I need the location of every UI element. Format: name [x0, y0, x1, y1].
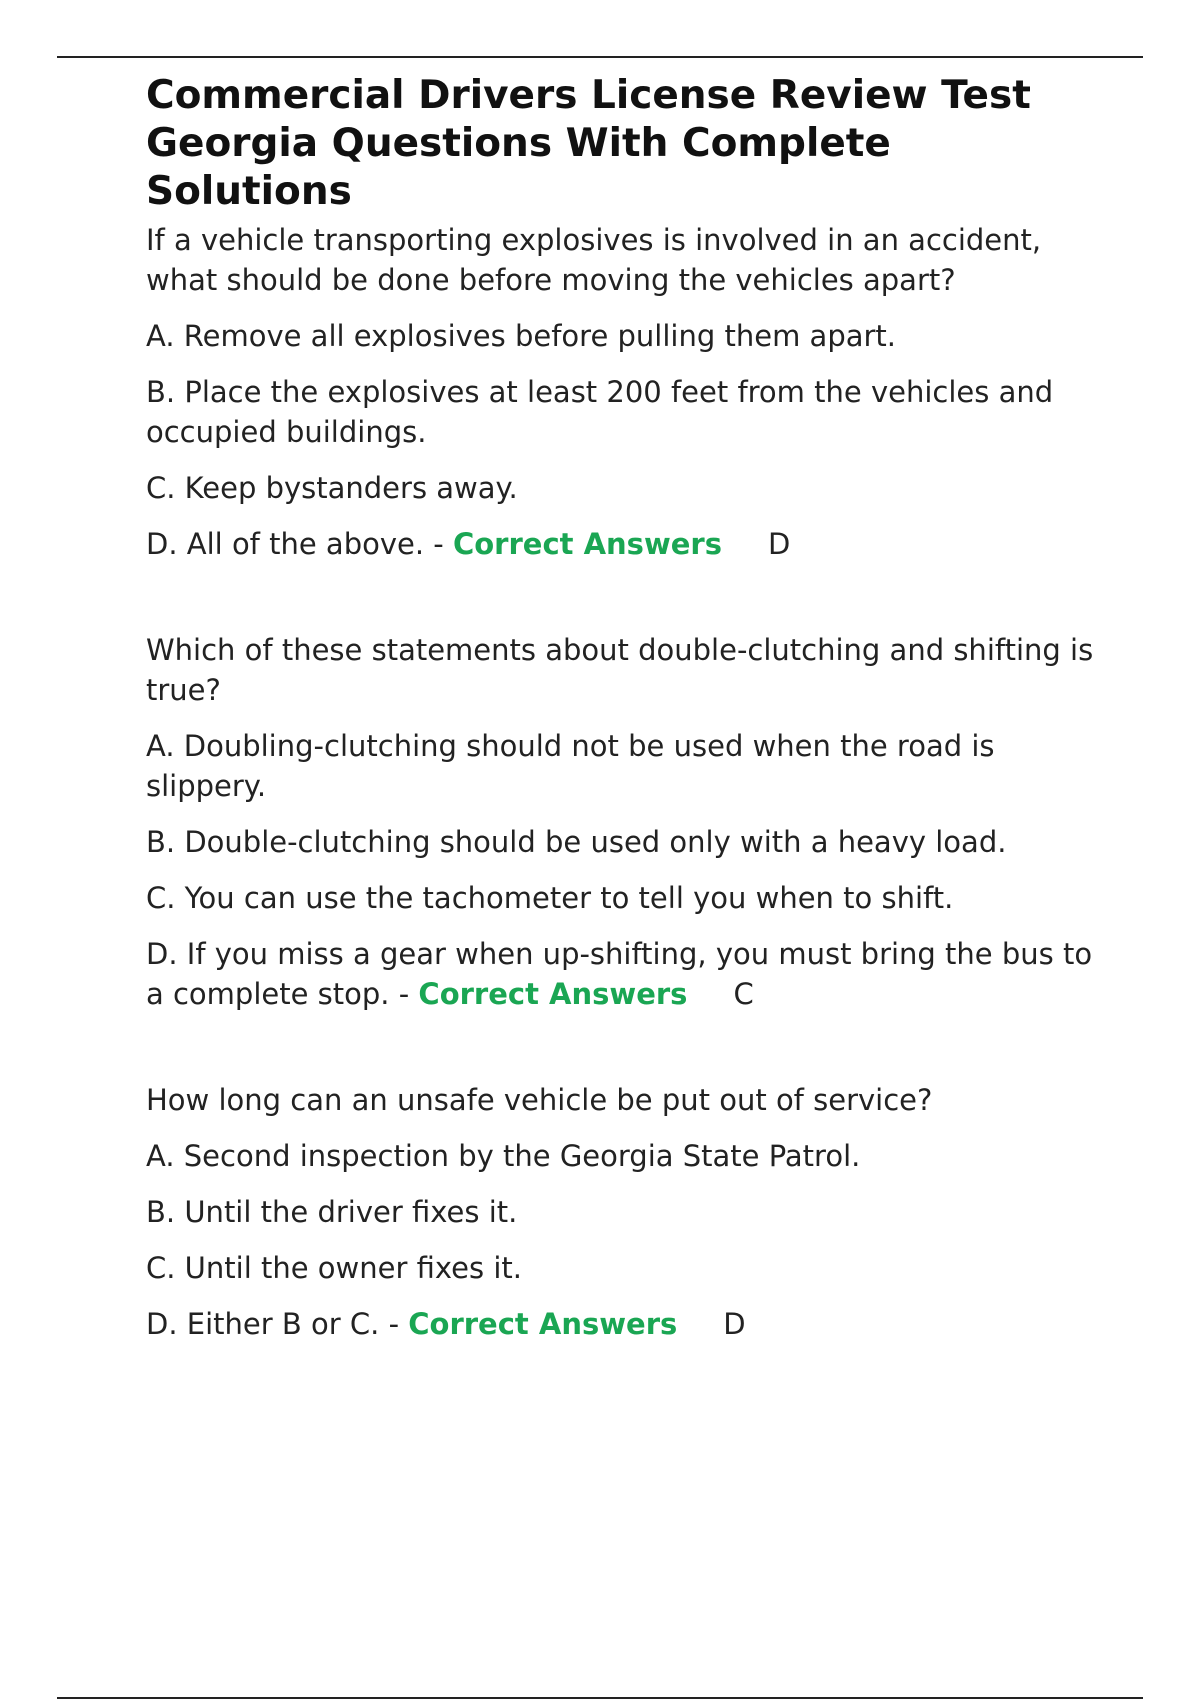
answer-letter: D: [767, 527, 791, 561]
option-c: C. Keep bystanders away.: [146, 471, 518, 505]
question-text: If a vehicle transporting explosives is involved in an accident, what should be done before moving the vehicles apart?: [146, 223, 1042, 297]
question-block: [146, 1080, 1096, 1344]
correct-answers-label: Correct Answers: [408, 1307, 678, 1341]
option-d: D. If you miss a gear when up-shifting, you must bring the bus to a complete stop. -: [146, 937, 1093, 1011]
question-text: Which of these statements about double-clutching and shifting is true?: [146, 633, 1094, 707]
document-title: Commercial Drivers License Review Test Georgia Questions With Complete Solutions: [146, 73, 1031, 214]
option-c: C. You can use the tachometer to tell you when to shift.: [146, 881, 954, 915]
option-a: A. Doubling-clutching should not be used when the road is slippery.: [146, 729, 995, 803]
option-d-with-answer: [146, 934, 1096, 1014]
option-d-with-answer: [146, 1304, 1096, 1344]
option-b: B. Until the driver fixes it.: [146, 1195, 518, 1229]
correct-answers-label: Correct Answers: [452, 527, 722, 561]
question-block: [146, 220, 1096, 564]
option-c: C. Until the owner fixes it.: [146, 1251, 522, 1285]
option-d: D. Either B or C. -: [146, 1307, 400, 1341]
document-body: [146, 72, 1096, 1344]
option-d: D. All of the above. -: [146, 527, 444, 561]
option-d-with-answer: [146, 524, 1096, 564]
footer-rule: [57, 1697, 1143, 1699]
question-block: [146, 630, 1096, 1014]
answer-letter: D: [723, 1307, 746, 1341]
question-text: How long can an unsafe vehicle be put out of service?: [146, 1083, 933, 1117]
option-b: B. Double-clutching should be used only with a heavy load.: [146, 825, 1007, 859]
option-a: A. Remove all explosives before pulling them apart.: [146, 319, 897, 353]
option-a: A. Second inspection by the Georgia State Patrol.: [146, 1139, 861, 1173]
answer-letter: C: [733, 977, 754, 1011]
correct-answers-label: Correct Answers: [418, 977, 688, 1011]
header-rule: [57, 56, 1143, 58]
option-b: B. Place the explosives at least 200 feet from the vehicles and occupied buildings.: [146, 375, 1054, 449]
